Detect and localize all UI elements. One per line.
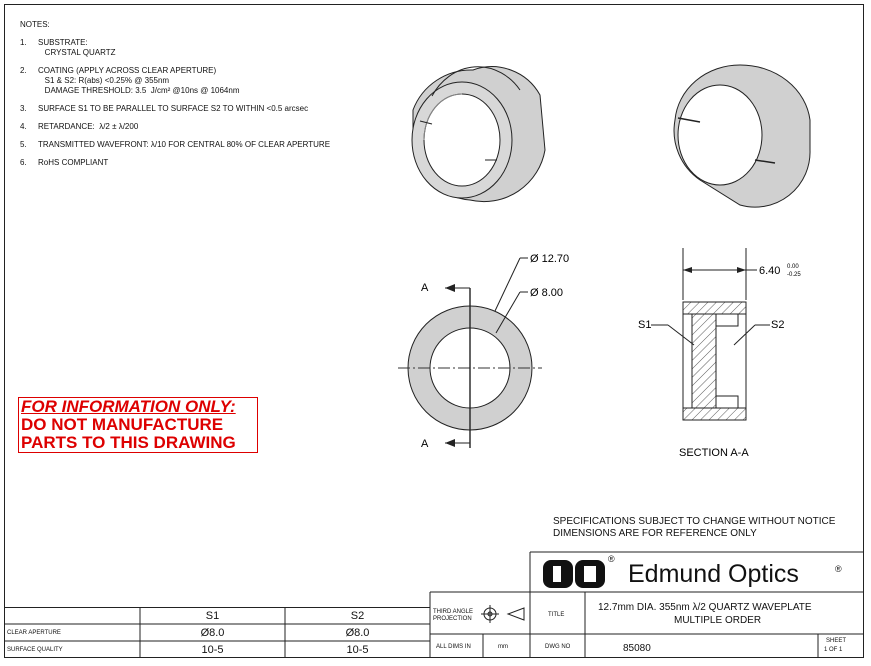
sheet-value: 1 OF 1	[824, 647, 843, 653]
table-cell: 10-5	[201, 644, 224, 656]
note-text: RETARDANCE: λ/2 ± λ/200	[38, 122, 139, 131]
logo-registered-mark: ®	[608, 554, 615, 564]
dims-unit: mm	[498, 644, 508, 650]
spec-line-2: DIMENSIONS ARE FOR REFERENCE ONLY	[553, 528, 757, 539]
warning-line-1: FOR INFORMATION ONLY:	[21, 397, 236, 416]
notes-title: NOTES:	[20, 20, 50, 29]
note-text: RoHS COMPLIANT	[38, 158, 109, 167]
isometric-view-front	[412, 67, 545, 202]
spec-notice	[553, 516, 835, 540]
thickness-tol-upper: 0.00	[787, 264, 799, 270]
note-number: 5.	[20, 140, 27, 149]
dims-label: ALL DIMS IN	[436, 644, 471, 650]
front-view	[398, 258, 542, 448]
projection-label-1: THIRD ANGLE	[433, 609, 474, 615]
inner-diameter-dim: Ø 8.00	[530, 287, 564, 299]
part-title-line-2: MULTIPLE ORDER	[674, 615, 762, 626]
spec-line-1: SPECIFICATIONS SUBJECT TO CHANGE WITHOUT NOTICE	[553, 516, 836, 527]
note-number: 4.	[20, 122, 27, 131]
thickness-dim: 6.40	[759, 265, 781, 277]
title-block	[430, 552, 864, 658]
table-header-s2: S2	[350, 610, 365, 622]
section-view	[651, 248, 770, 420]
surface-spec-table	[4, 607, 430, 658]
thickness-tol-lower: -0.25	[787, 272, 801, 278]
section-mark-bottom: A	[421, 438, 429, 450]
drawing-number-label: DWG NO	[545, 644, 571, 650]
company-name: Edmund Optics	[628, 560, 799, 588]
table-row-label: CLEAR APERTURE	[7, 630, 61, 636]
table-cell: 10-5	[346, 644, 369, 656]
note-number: 3.	[20, 104, 27, 113]
table-row-label: SURFACE QUALITY	[7, 647, 63, 653]
surface-s2-label: S2	[771, 319, 785, 331]
section-mark-top: A	[421, 282, 429, 294]
outer-diameter-dim: Ø 12.70	[530, 253, 570, 265]
sheet-label: SHEET	[826, 638, 847, 644]
note-text: SUBSTRATE: CRYSTAL QUARTZ	[38, 38, 116, 57]
warning-line-2: DO NOT MANUFACTURE	[21, 415, 224, 434]
projection-label-2: PROJECTION	[433, 616, 472, 622]
warning-line-3: PARTS TO THIS DRAWING	[21, 433, 236, 452]
note-text: TRANSMITTED WAVEFRONT: λ/10 FOR CENTRAL 80% OF CLEAR APERTURE	[38, 140, 331, 149]
part-title-line-1: 12.7mm DIA. 355nm λ/2 QUARTZ WAVEPLATE	[598, 602, 812, 613]
isometric-view-rear	[674, 65, 810, 207]
note-number: 6.	[20, 158, 27, 167]
table-cell: Ø8.0	[345, 627, 370, 639]
company-registered-mark: ®	[835, 564, 842, 574]
surface-s1-label: S1	[638, 319, 652, 331]
title-label: TITLE	[548, 612, 565, 618]
drawing-number: 85080	[623, 643, 651, 654]
note-text: COATING (APPLY ACROSS CLEAR APERTURE) S1 & S2: R(abs) <0.25% @ 355nm DAMAGE THRESHOLD: 3.5 J/cm² @10ns @ 1064nm	[38, 66, 240, 95]
note-number: 1.	[20, 38, 27, 47]
table-header-s1: S1	[205, 610, 220, 622]
note-number: 2.	[20, 66, 27, 75]
section-view-label: SECTION A-A	[679, 447, 749, 459]
table-cell: Ø8.0	[200, 627, 225, 639]
note-text: SURFACE S1 TO BE PARALLEL TO SURFACE S2 TO WITHIN <0.5 arcsec	[38, 104, 309, 113]
